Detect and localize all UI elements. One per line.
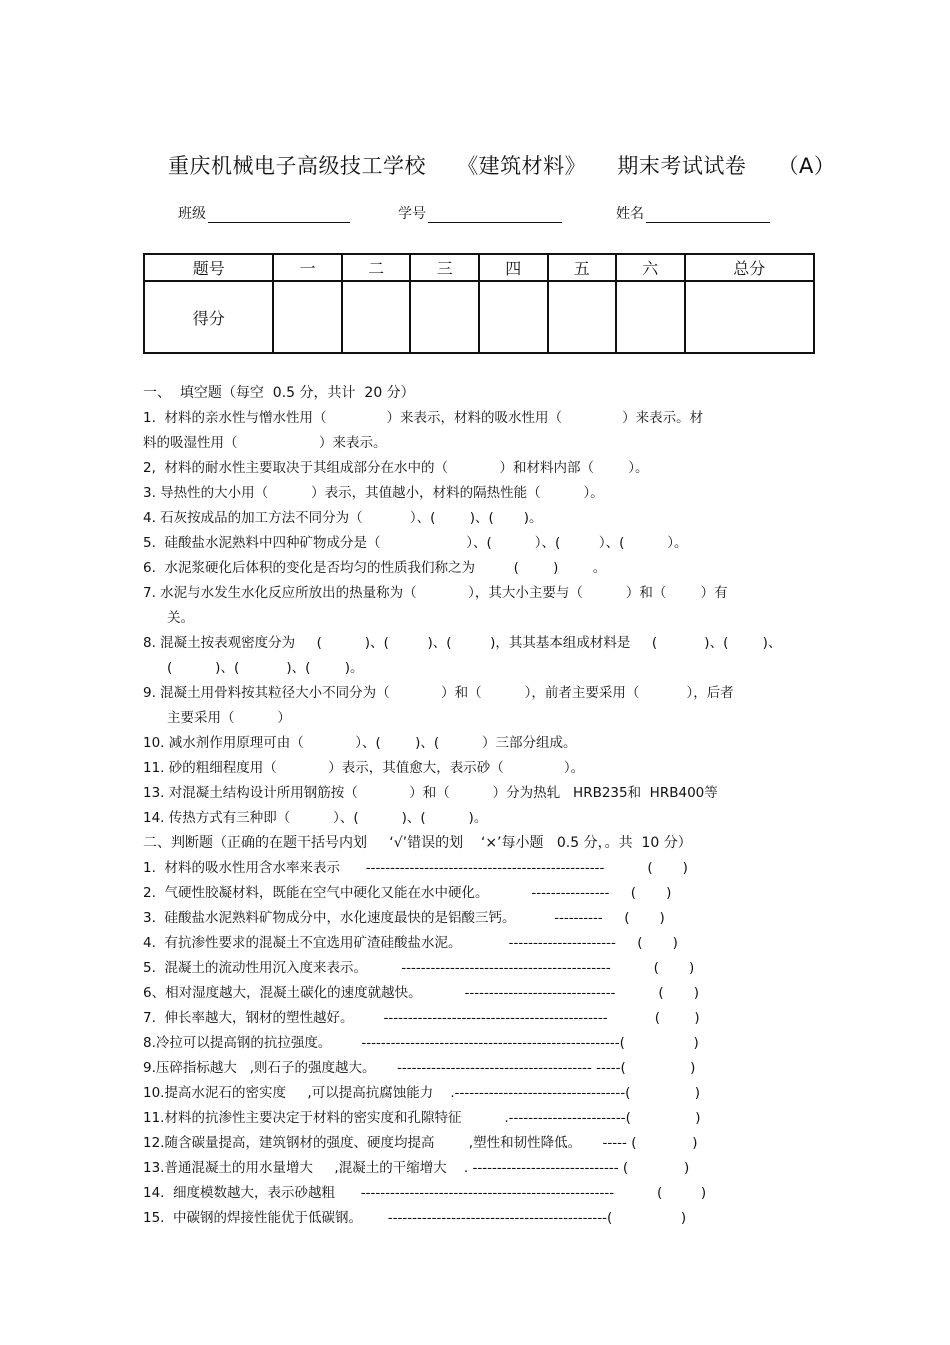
judge-question: 9.压碎指标越大 ,则石子的强度越大。 ---------------------------------------- -----( ) [143,1060,696,1076]
fill-question: 10. 减水剂作用原理可由（ ）、( )、( ）三部分组成。 [143,735,577,751]
judge-question: 1. 材料的吸水性用含水率来表示 ------------------------------------------------- ( ) [143,860,688,876]
judge-question: 7. 伸长率越大，钢材的塑性越好。 ---------------------------------------------- ( ) [143,1010,700,1026]
score-cell[interactable] [410,281,479,353]
judge-question: 10.提高水泥石的密实度 ,可以提高抗腐蚀能力 .-----------------------------------( ) [143,1085,701,1101]
questions [143,381,813,1231]
fill-question: 9. 混凝土用骨料按其粒径大小不同分为（ ）和（ ），前者主要采用（ ），后者 [143,685,734,701]
school-name: 重庆机械电子高级技工学校 [168,154,426,178]
fill-question: 11. 砂的粗细程度用（ ）表示，其值愈大，表示砂（ ）。 [143,760,585,776]
student-id-field[interactable] [398,203,616,223]
score-cell[interactable] [273,281,342,353]
score-header-cell: 总分 [685,254,814,281]
fill-question: 4. 石灰按成品的加工方法不同分为（ ）、( )、( )。 [143,510,543,526]
exam-title [168,150,868,180]
class-label: 班级 [178,206,206,222]
judge-question: 2. 气硬性胶凝材料，既能在空气中硬化又能在水中硬化。 ---------------- ( ) [143,885,672,901]
course-name: 《建筑材料》 [457,154,587,178]
fill-question: 料的吸湿性用（ ）来表示。 [143,435,387,451]
judge-question: 11.材料的抗渗性主要决定于材料的密实度和孔隙特征 .------------------------( ) [143,1110,701,1126]
judge-question: 14. 细度模数越大，表示砂越粗 ---------------------------------------------------- ( ) [143,1185,707,1201]
score-header-cell: 三 [410,254,479,281]
fill-question: 8. 混凝土按表观密度分为 ( )、( )、( )，其其基本组成材料是 ( )、( )、 [143,635,782,651]
judge-question: 13.普通混凝土的用水量增大 ,混凝土的干缩增大 . ------------------------------ ( ) [143,1160,690,1176]
score-row-label: 得分 [144,281,273,353]
name-line[interactable] [646,206,770,223]
fill-question: 主要采用（ ） [167,710,291,726]
fill-question: 6. 水泥浆硬化后体积的变化是否均匀的性质我们称之为 ( ) 。 [143,560,607,576]
student-id-label: 学号 [398,206,426,222]
score-header-cell: 一 [273,254,342,281]
class-line[interactable] [208,206,350,223]
fill-question: 13. 对混凝土结构设计所用钢筋按（ ）和（ ）分为热轧 HRB235和 HRB400等 [143,785,718,801]
exam-name: 期末考试试卷 [617,154,747,178]
fill-question: 1. 材料的亲水性与憎水性用（ ）来表示，材料的吸水性用（ ）来表示。材 [143,410,704,426]
score-cell[interactable] [342,281,411,353]
judge-question: 3. 硅酸盐水泥熟料矿物成分中，水化速度最快的是铝酸三钙。 ---------- ( ) [143,910,665,926]
judge-question: 4. 有抗渗性要求的混凝土不宜选用矿渣硅酸盐水泥。 ---------------------- ( ) [143,935,678,951]
exam-version: （A） [777,154,836,178]
score-cell[interactable] [548,281,617,353]
score-header-cell: 题号 [144,254,273,281]
section-1-title: 一、 填空题（每空 0.5 分，共计 20 分） [143,385,415,401]
fill-question: 14. 传热方式有三种即（ ）、( )、( )。 [143,810,488,826]
score-table [143,253,815,354]
score-cell[interactable] [616,281,685,353]
judge-question: 12.随含碳量提高，建筑钢材的强度、硬度均提高 ,塑性和韧性降低。 ----- ( ) [143,1135,698,1151]
judge-question: 5. 混凝土的流动性用沉入度来表示。 ------------------------------------------- ( ) [143,960,695,976]
score-header-cell: 五 [548,254,617,281]
section-2-title: 二、判断题（正确的在题干括号内划 ‘√’错误的划 ‘×’每小题 0.5 分，。共 10 分） [143,835,692,851]
fill-question: 7. 水泥与水发生水化反应所放出的热量称为（ ），其大小主要与（ ）和（ ）有 [143,585,728,601]
score-table-row [144,281,814,353]
fill-question: 关。 [167,610,194,626]
score-cell[interactable] [685,281,814,353]
score-header-cell: 二 [342,254,411,281]
judge-question: 6、相对湿度越大，混凝土碳化的速度就越快。 ------------------------------- ( ) [143,985,699,1001]
judge-question: 8.冷拉可以提高钢的抗拉强度。 -----------------------------------------------------( ) [143,1035,699,1051]
score-header-cell: 六 [616,254,685,281]
fill-question: 5. 硅酸盐水泥熟料中四种矿物成分是（ ）、( ）、( ）、( ）。 [143,535,688,551]
class-field[interactable] [178,203,398,223]
fill-question: 2, 材料的耐水性主要取决于其组成部分在水中的（ ）和材料内部（ ）。 [143,460,649,476]
student-id-line[interactable] [428,206,562,223]
name-field[interactable] [616,203,770,223]
fill-question: ( )、( )、( )。 [167,660,364,676]
name-label: 姓名 [616,206,644,222]
score-header-cell: 四 [479,254,548,281]
student-info [178,203,798,223]
judge-question: 15. 中碳钢的焊接性能优于低碳钢。 ---------------------------------------------( ) [143,1210,687,1226]
score-cell[interactable] [479,281,548,353]
fill-question: 3. 导热性的大小用（ ）表示，其值越小，材料的隔热性能（ ）。 [143,485,604,501]
score-table-header [144,254,814,281]
